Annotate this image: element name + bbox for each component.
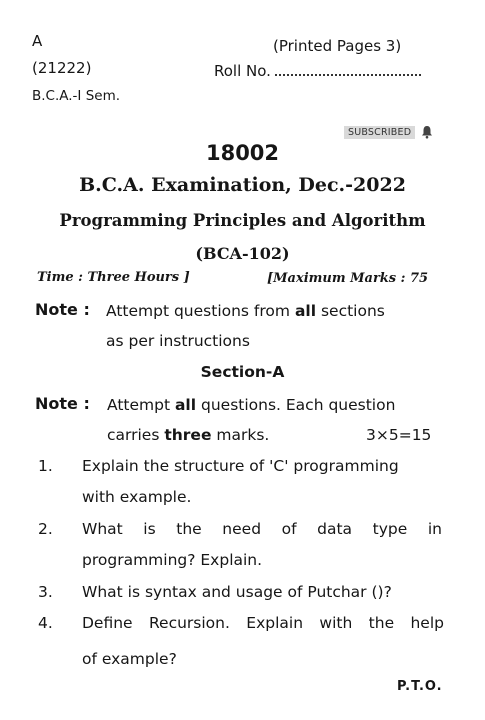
subject-title: Programming Principles and Algorithm — [59, 211, 426, 230]
question-text-continued: programming? Explain. — [82, 551, 263, 569]
printed-pages-label: (Printed Pages 3) — [273, 37, 402, 55]
question-text: Define Recursion. Explain with the help — [82, 614, 444, 632]
series-label: A — [32, 32, 43, 50]
note-label: Note : — [35, 300, 90, 319]
question-text: Explain the structure of 'C' programming — [82, 457, 399, 475]
exam-title: B.C.A. Examination, Dec.-2022 — [79, 174, 406, 196]
paper-code: (21222) — [32, 59, 92, 77]
note-text-part: sections — [316, 302, 385, 320]
question-number: 1. — [38, 457, 53, 475]
question-text: What is syntax and usage of Putchar ()? — [82, 583, 392, 601]
section-note-text — [107, 396, 395, 414]
section-note-text-continued — [107, 426, 269, 444]
question-text-continued: of example? — [82, 650, 177, 668]
note-text-part: Attempt questions from — [106, 302, 295, 320]
subscribed-badge[interactable]: SUBSCRIBED — [344, 126, 415, 139]
question-number: 2. — [38, 520, 53, 538]
subject-code: (BCA-102) — [195, 244, 290, 263]
question-text: What is the need of data type in — [82, 520, 442, 538]
paper-number: 18002 — [205, 141, 280, 165]
section-a-heading: Section-A — [200, 363, 285, 381]
semester-label: B.C.A.-I Sem. — [32, 88, 121, 104]
page-turn-label: P.T.O. — [397, 679, 443, 694]
section-note-part: Attempt — [107, 396, 175, 414]
bell-icon-svg — [421, 125, 433, 139]
roll-number-field — [214, 62, 421, 80]
marks-scheme: 3×5=15 — [366, 426, 432, 444]
section-note-emphasis: all — [174, 396, 197, 414]
section-note-part: carries — [107, 426, 165, 444]
note-emphasis: all — [294, 302, 317, 320]
note-text — [106, 302, 385, 320]
section-note-emphasis: three — [164, 426, 212, 444]
section-note-part: marks. — [211, 426, 270, 444]
question-text-continued: with example. — [82, 488, 192, 506]
question-number: 4. — [38, 614, 53, 632]
question-number: 3. — [38, 583, 53, 601]
maximum-marks: [Maximum Marks : 75 — [267, 271, 429, 286]
section-note-part: questions. Each question — [196, 396, 396, 414]
roll-number-blank — [275, 64, 421, 76]
time-allowed: Time : Three Hours ] — [37, 270, 190, 285]
section-note-label: Note : — [35, 394, 90, 413]
note-text-continued: as per instructions — [106, 332, 250, 350]
roll-number-label: Roll No. — [214, 62, 271, 80]
